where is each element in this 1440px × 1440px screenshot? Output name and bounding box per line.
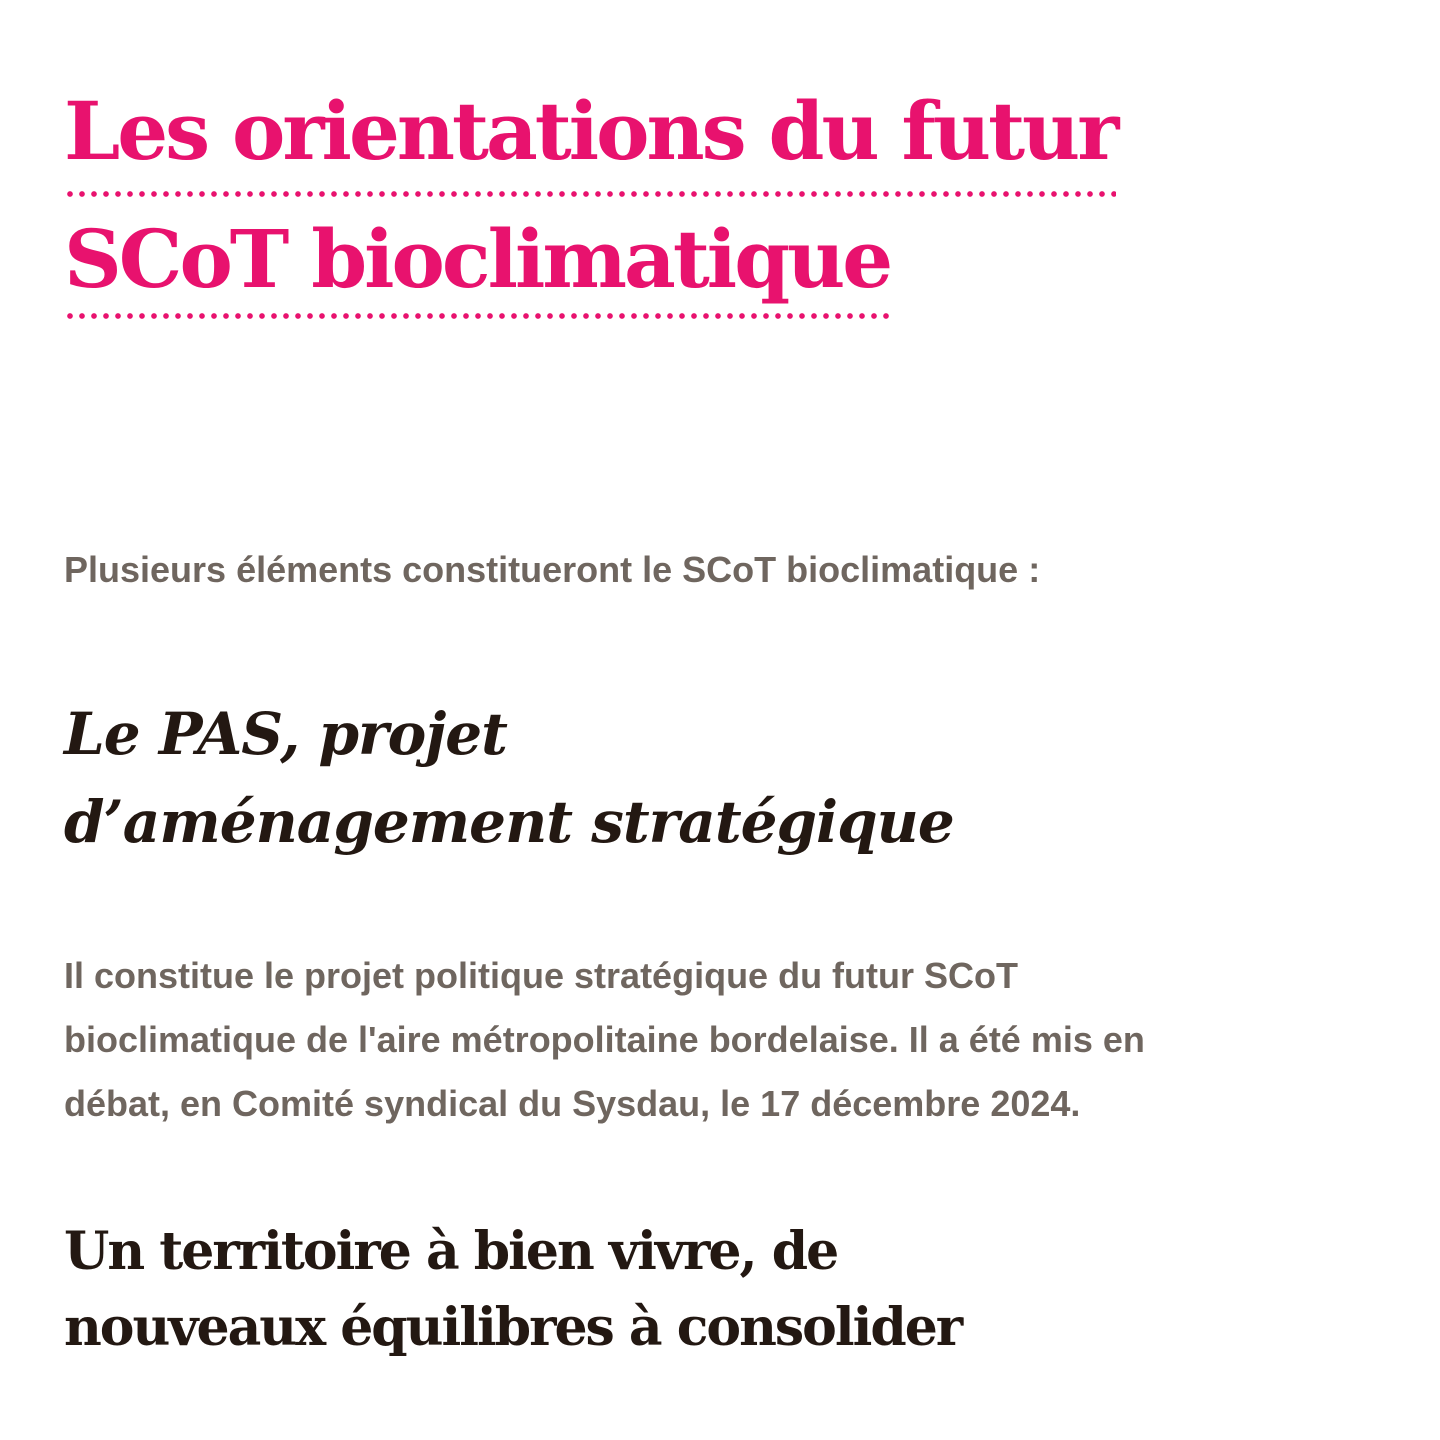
subsection-title bbox=[64, 1214, 961, 1366]
intro-text: Plusieurs éléments constitueront le SCoT bioclimatique : bbox=[64, 549, 1041, 590]
page-title-line-2: SCoT bioclimatique bbox=[64, 198, 890, 320]
subsection-title-line-1: Un territoire à bien vivre, de bbox=[64, 1221, 838, 1282]
description-line-1: Il constitue le projet politique stratégique du futur SCoT bbox=[64, 955, 1019, 996]
description-line-3: débat, en Comité syndical du Sysdau, le 17 décembre 2024. bbox=[64, 1083, 1081, 1124]
description-line-2: bioclimatique de l'aire métropolitaine bordelaise. Il a été mis en bbox=[64, 1019, 1145, 1060]
subsection-title-line-2: nouveaux équilibres à consolider bbox=[64, 1297, 962, 1358]
page-title-line-1: Les orientations du futur bbox=[64, 70, 1116, 198]
page-title bbox=[64, 70, 1116, 320]
section-title-line-2: d’aménagement stratégique bbox=[64, 788, 954, 856]
section-description bbox=[64, 944, 1364, 1136]
section-title-line-1: Le PAS, projet bbox=[64, 700, 507, 768]
section-title bbox=[64, 690, 954, 866]
